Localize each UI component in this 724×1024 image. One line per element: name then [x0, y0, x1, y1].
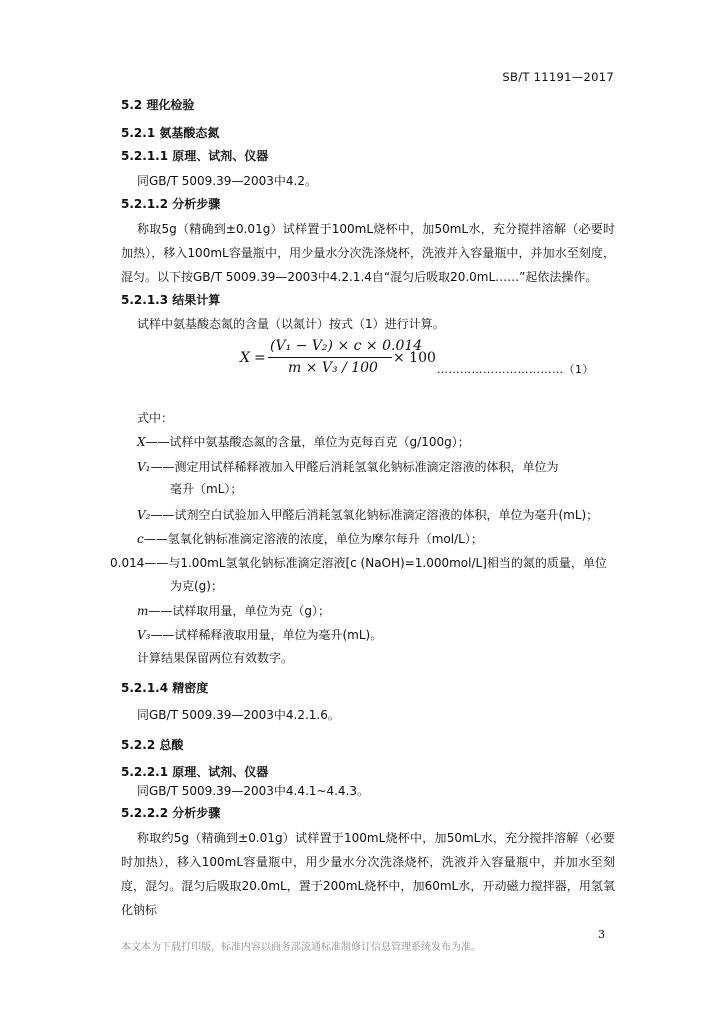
heading-5-2-2-2: 5.2.2.2 分析步骤 [121, 806, 221, 820]
heading-5-2-1: 5.2.1 氨基酸态氮 [121, 126, 220, 140]
paragraph-5-2-1-2: 称取5g（精确到±0.01g）试样置于100mL烧杯中，加50mL水，充分搅拌溶解（必要时加热），移入100mL容量瓶中，用少量水分次洗涤烧杯，洗液并入容量瓶中，并加水至刻度，混匀。以下按GB/T 5009.39—2003中4.2.1.4自“混匀后吸取20.0mL……”起依法操作。 [121, 222, 615, 284]
var-row-v3 [137, 627, 382, 643]
var-desc: ——试样取用量，单位为克（g）； [148, 604, 331, 618]
heading-5-2-1-2: 5.2.1.2 分析步骤 [121, 197, 221, 211]
var-desc: ——试样中氨基酸态氮的含量，单位为克每百克（g/100g）； [145, 435, 470, 449]
var-symbol: X [137, 435, 146, 449]
var-desc: ——氢氧化钠标准滴定溶液的浓度，单位为摩尔每升（mol/L）； [143, 532, 483, 546]
result-note: 计算结果保留两位有效数字。 [137, 651, 294, 665]
var-desc: ——测定用试样稀释液加入甲醛后消耗氢氧化钠标准滴定溶液的体积，单位为 [150, 460, 559, 474]
formula-denominator: m × V₃ / 100 [288, 360, 378, 376]
var-symbol: V₃ [137, 628, 151, 642]
var-desc-cont: 为克(g)； [170, 579, 223, 593]
formula-numerator: (V₁ − V₂) × c × 0.014 [270, 338, 423, 354]
var-row-v1 [137, 459, 559, 475]
formula-multiplier: × 100 [393, 350, 436, 366]
var-symbol: c [137, 532, 144, 546]
var-row-c [137, 531, 483, 547]
heading-5-2-1-1: 5.2.1.1 原理、试剂、仪器 [121, 149, 269, 163]
var-row-m [137, 603, 330, 619]
equation-number [437, 362, 594, 378]
text-5-2-1-1: 同GB/T 5009.39—2003中4.2。 [137, 174, 317, 188]
paragraph-5-2-2-2: 称取约5g（精确到±0.01g）试样置于100mL烧杯中，加50mL水，充分搅拌溶解（必要时加热），移入100mL容量瓶中，用少量水分次洗涤烧杯，洗液并入容量瓶中，并加水至刻度，混匀。混匀后吸取20.0mL，置于200mL烧杯中，加60mL水，开动磁力搅拌器，用氢氧化钠标 [121, 831, 615, 917]
leader-dots: …………………………… [437, 363, 564, 376]
formula-1 [240, 338, 460, 382]
var-row-v2 [137, 507, 598, 523]
text-5-2-1-4: 同GB/T 5009.39—2003中4.2.1.6。 [137, 708, 340, 722]
text-5-2-1-3: 试样中氨基酸态氮的含量（以氮计）按式（1）进行计算。 [137, 317, 445, 331]
var-desc: ——试剂空白试验加入甲醛后消耗氢氧化钠标准滴定溶液的体积，单位为毫升(mL)； [150, 508, 599, 522]
formula-lhs: X [240, 350, 250, 366]
standard-number: SB/T 11191—2017 [502, 70, 614, 84]
page-number: 3 [598, 928, 605, 941]
heading-5-2-2-1: 5.2.2.1 原理、试剂、仪器 [121, 765, 269, 779]
var-symbol: V₁ [137, 460, 151, 474]
var-desc-cont: 毫升（mL）； [170, 482, 243, 496]
heading-5-2-1-3: 5.2.1.3 结果计算 [121, 293, 221, 307]
var-desc: ——与1.00mL氢氧化钠标准滴定溶液[c (NaOH)=1.000mol/L]相当的氮的质量，单位 [144, 556, 607, 570]
var-symbol: 0.014 [110, 556, 145, 570]
heading-5-2-1-4: 5.2.1.4 精密度 [121, 681, 209, 695]
var-desc: ——试样稀释液取用量，单位为毫升(mL)。 [150, 628, 383, 642]
formula-equals: = [254, 350, 266, 366]
var-symbol: V₂ [137, 508, 151, 522]
heading-5-2: 5.2 理化检验 [121, 98, 195, 112]
text-5-2-2-1: 同GB/T 5009.39—2003中4.4.1~4.4.3。 [137, 784, 370, 798]
heading-5-2-2: 5.2.2 总酸 [121, 738, 184, 752]
var-row-x [137, 434, 470, 450]
where-label: 式中： [137, 411, 174, 425]
fraction-bar [268, 357, 392, 358]
var-symbol: m [137, 604, 149, 618]
var-row-0014 [110, 555, 607, 571]
equation-label: （1） [563, 363, 594, 376]
footer-note: 本文本为下载打印版，标准内容以商务部流通标准制修订信息管理系统发布为准。 [121, 942, 481, 953]
